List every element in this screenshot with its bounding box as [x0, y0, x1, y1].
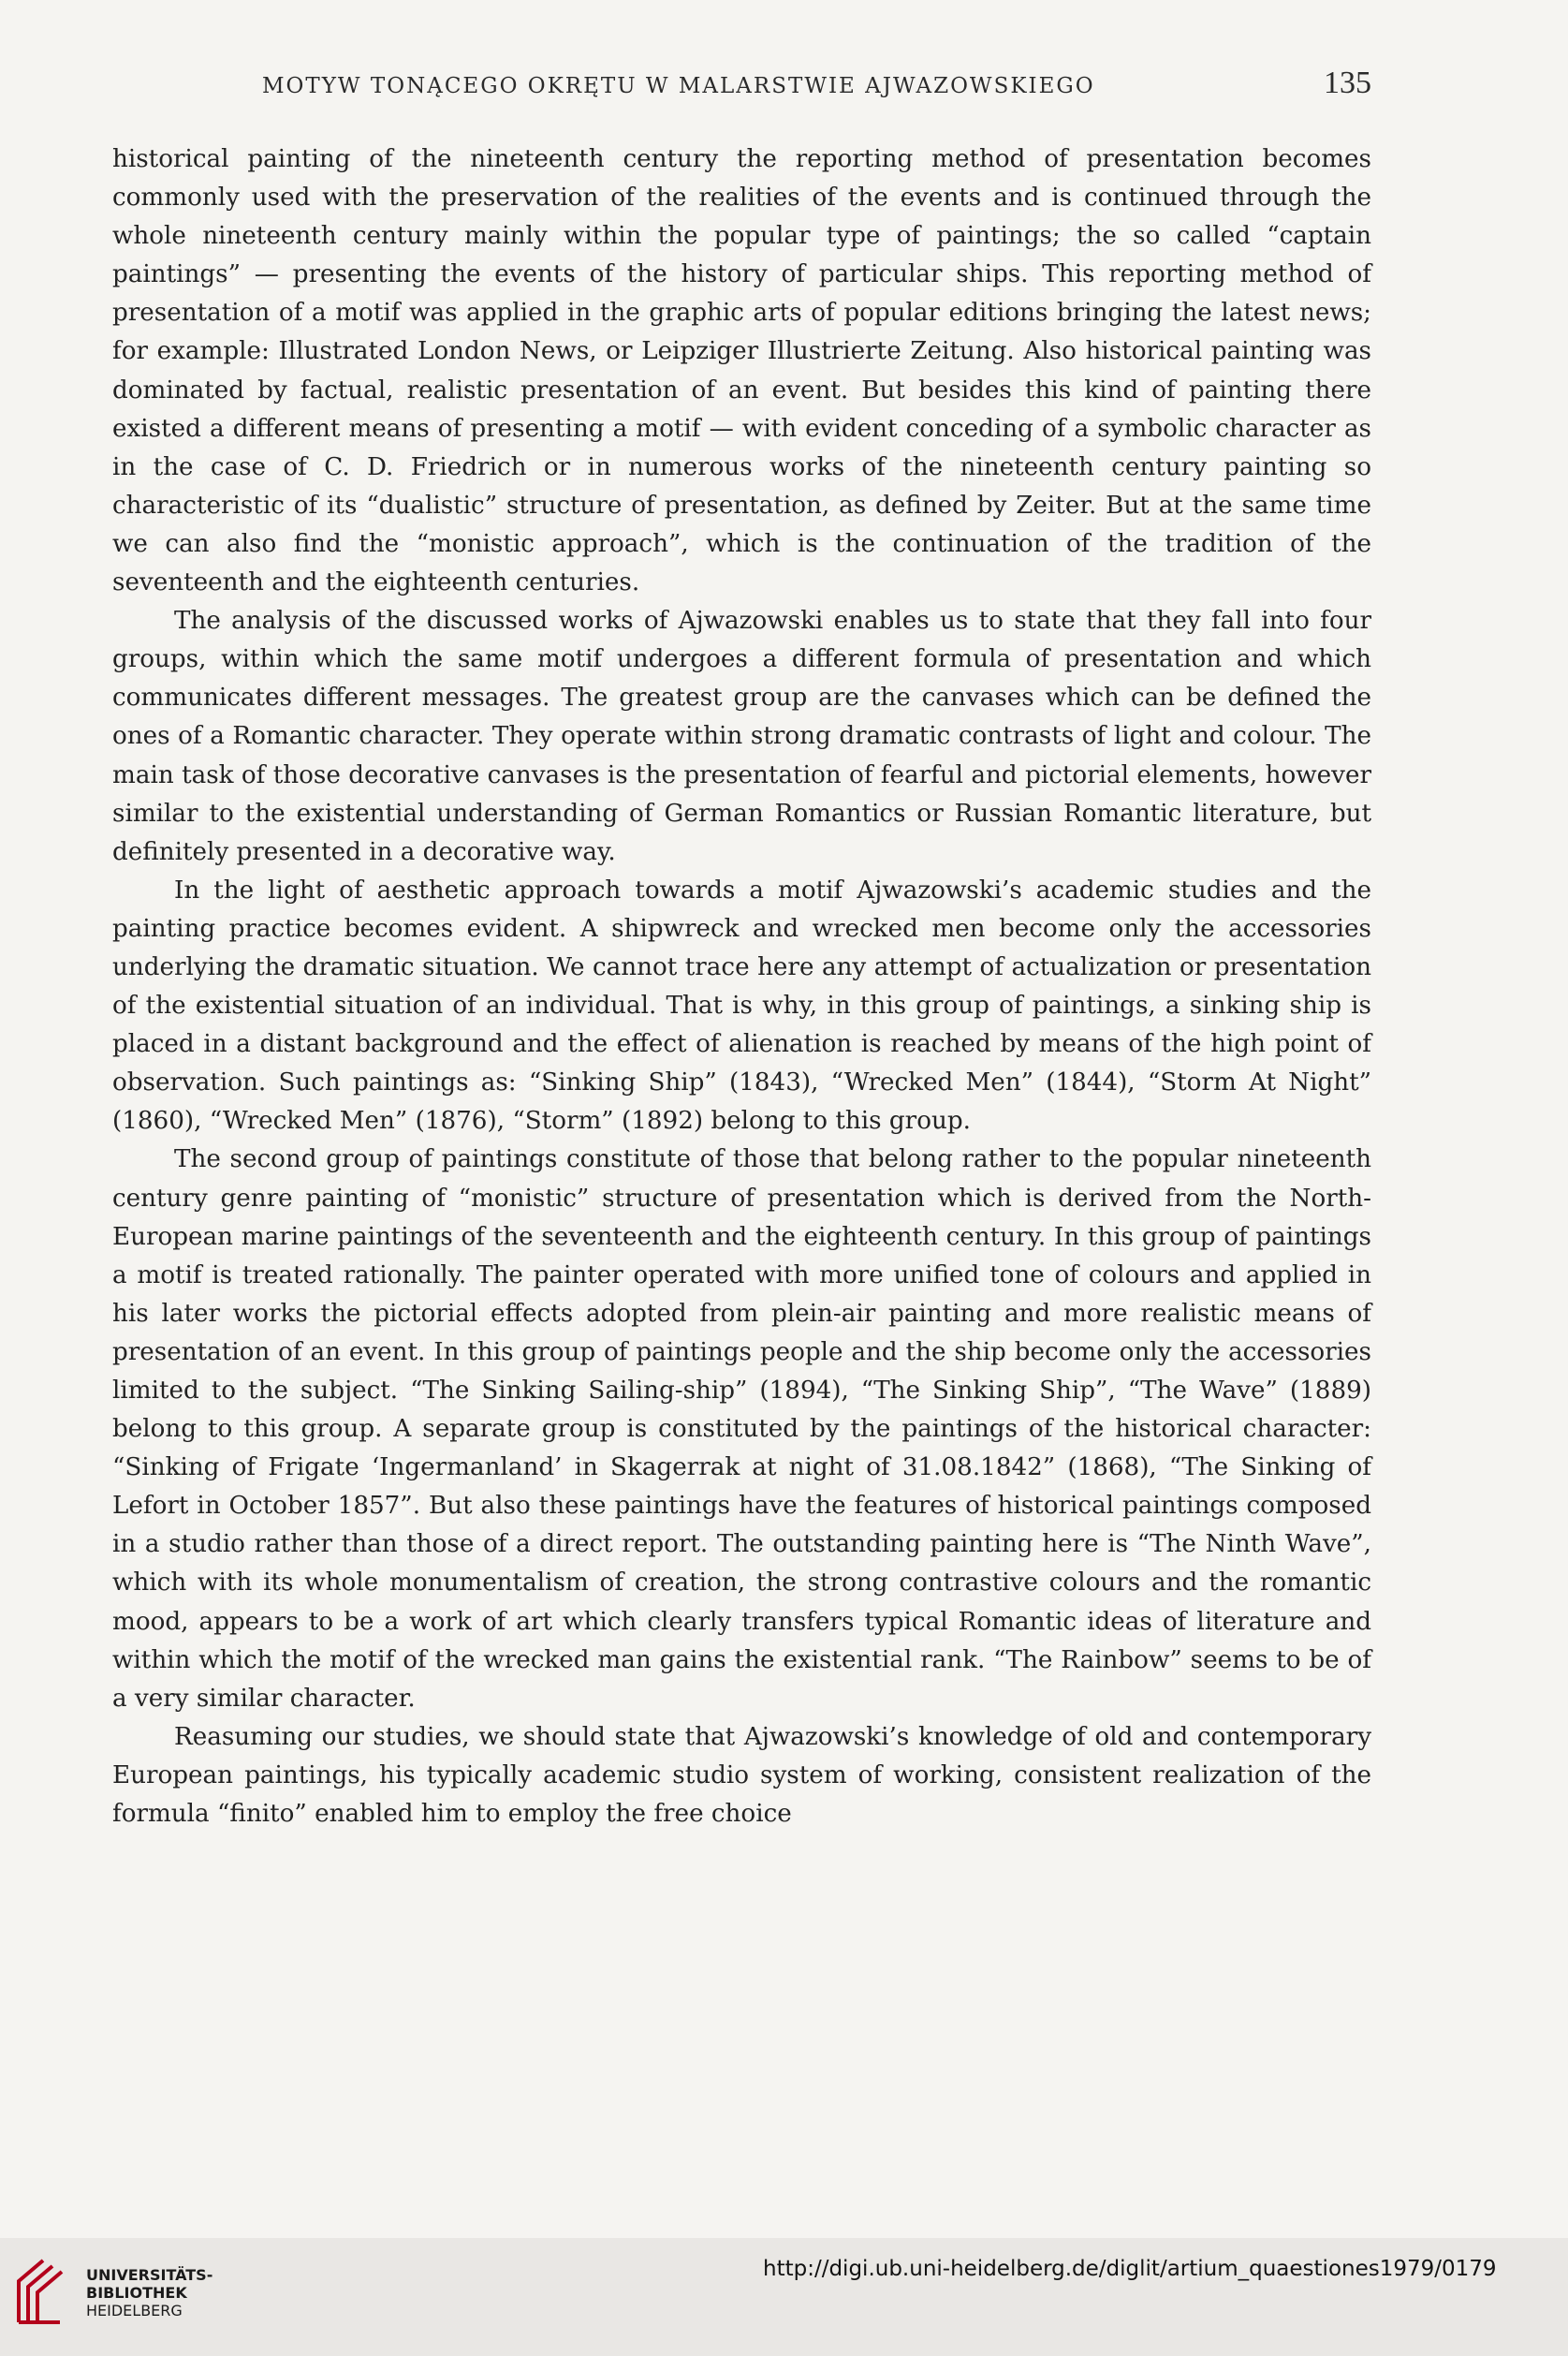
running-title: MOTYW TONĄCEGO OKRĘTU W MALARSTWIE AJWAZOWSKIEGO [262, 74, 1095, 98]
article-body [112, 140, 1371, 1833]
university-library-logo-icon [11, 2255, 67, 2330]
source-url-link[interactable]: http://digi.ub.uni-heidelberg.de/diglit/artium_quaestiones1979/0179 [763, 2257, 1497, 2281]
paragraph-1: historical painting of the nineteenth century the reporting method of presentation becomes commonly used with the preservation of the realities of the events and is continued through the whole nineteenth century mainly within the popular type of paintings; the so called “captain paintings” — presenting the events of the history of particular ships. This reporting method of presentation of a motif was applied in the graphic arts of popular editions bringing the latest news; for example: Illustrated London News, or Leipziger Illustrierte Zeitung. Also historical painting was dominated by factual, realistic presentation of an event. But besides this kind of painting there existed a different means of presenting a motif — with evident conceding of a symbolic character as in the case of C. D. Friedrich or in numerous works of the nineteenth century painting so characteristic of its “dualistic” structure of presentation, as defined by Zeiter. But at the same time we can also find the “monistic approach”, which is the continuation of the tradition of the seventeenth and the eighteenth centuries. [112, 145, 1371, 597]
library-name-line-2: BIBLIOTHEK [86, 2284, 187, 2302]
library-name-line-1: UNIVERSITÄTS- [86, 2266, 213, 2284]
library-name [86, 2266, 212, 2319]
paragraph-4: The second group of paintings constitute of those that belong rather to the popular nineteenth century genre painting of “monistic” structure of presentation which is derived from the North-European marine paintings of the seventeenth and the eighteenth century. In this group of paintings a motif is treated rationally. The painter operated with more unified tone of colours and applied in his later works the pictorial effects adopted from plein-air painting and more realistic means of presentation of an event. In this group of paintings people and the ship become only the accessories limited to the subject. “The Sinking Sailing-ship” (1894), “The Sinking Ship”, “The Wave” (1889) belong to this group. A separate group is constituted by the paintings of the historical character: “Sinking of Frigate ‘Ingermanland’ in Skagerrak at night of 31.08.1842” (1868), “The Sinking of Lefort in October 1857”. But also these paintings have the features of historical paintings composed in a studio rather than those of a direct report. The outstanding painting here is “The Ninth Wave”, which with its whole monumentalism of creation, the strong contrastive colours and the romantic mood, appears to be a work of art which clearly transfers typical Romantic ideas of literature and within which the motif of the wrecked man gains the existential rank. “The Rainbow” seems to be of a very similar character. [112, 1145, 1371, 1713]
paragraph-2: The analysis of the discussed works of Ajwazowski enables us to state that they fall into four groups, within which the same motif undergoes a different formula of presentation and which communicates different messages. The greatest group are the canvases which can be defined the ones of a Romantic character. They operate within strong dramatic contrasts of light and colour. The main task of those decorative canvases is the presentation of fearful and pictorial elements, however similar to the existential understanding of German Romantics or Russian Romantic literature, but definitely presented in a decorative way. [112, 607, 1371, 866]
digitization-footer [0, 2238, 1568, 2356]
paragraph-3: In the light of aesthetic approach towards a motif Ajwazowski’s academic studies and the painting practice becomes evident. A shipwreck and wrecked men become only the accessories underlying the dramatic situation. We cannot trace here any attempt of actualization or presentation of the existential situation of an individual. That is why, in this group of paintings, a sinking ship is placed in a distant background and the effect of alienation is reached by means of the high point of observation. Such paintings as: “Sinking Ship” (1843), “Wrecked Men” (1844), “Storm At Night” (1860), “Wrecked Men” (1876), “Storm” (1892) belong to this group. [112, 876, 1371, 1136]
page-number: 135 [1324, 66, 1371, 100]
library-name-line-3: HEIDELBERG [86, 2302, 183, 2319]
paragraph-5: Reasuming our studies, we should state that Ajwazowski’s knowledge of old and contemporary European paintings, his typically academic studio system of working, consistent realization of the formula “finito” enabled him to employ the free choice [112, 1722, 1371, 1829]
page-header [112, 66, 1371, 101]
